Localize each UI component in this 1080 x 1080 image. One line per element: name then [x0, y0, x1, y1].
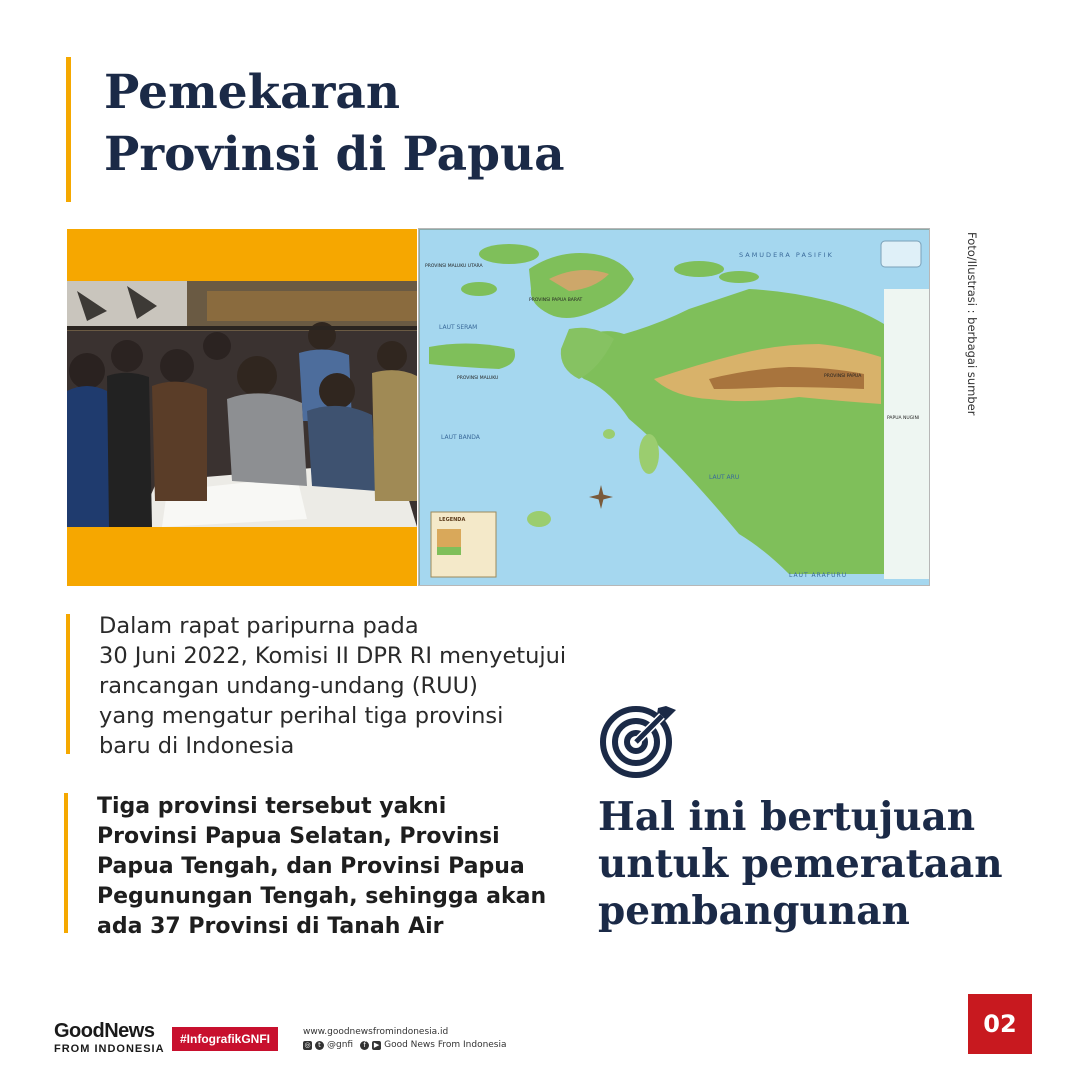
brand-logo: [54, 1021, 165, 1055]
provinces-line-4: Pegunungan Tengah, sehingga akan: [97, 884, 547, 909]
map-label-maluku-utara: PROVINSI MALUKU UTARA: [425, 264, 483, 269]
provinces-line-1: Tiga provinsi tersebut yakni: [97, 794, 447, 819]
youtube-icon[interactable]: ▶: [373, 1041, 380, 1049]
intro-line-3: rancangan undang-undang (RUU): [99, 673, 478, 699]
title-accent-bar: [66, 57, 71, 202]
papua-map: [418, 228, 930, 586]
goal-line-1: Hal ini bertujuan: [598, 794, 976, 840]
map-label-png: PAPUA NUGINI: [887, 416, 920, 421]
target-arrow-icon: [598, 698, 680, 780]
goal-line-3: pembangunan: [598, 888, 910, 934]
map-label-samudera: SAMUDERA PASIFIK: [739, 251, 834, 259]
social-handle[interactable]: @gnfi: [327, 1040, 354, 1050]
twitter-icon[interactable]: t: [315, 1041, 324, 1050]
goal-line-2: untuk pemerataan: [598, 841, 1003, 887]
facebook-icon[interactable]: f: [360, 1041, 369, 1050]
papua-map-illustration: [419, 229, 930, 586]
intro-line-4: yang mengatur perihal tiga provinsi: [99, 703, 504, 729]
title-line-1: Pemekaran: [104, 65, 401, 120]
page-title: [104, 62, 565, 186]
goal-heading: [598, 794, 1018, 935]
map-label-papua: PROVINSI PAPUA: [824, 374, 862, 379]
map-label-seram: LAUT SERAM: [439, 324, 478, 331]
website-link[interactable]: www.goodnewsfromindonesia.id: [303, 1027, 449, 1037]
map-label-aru: LAUT ARU: [709, 474, 740, 481]
social-name[interactable]: Good News From Indonesia: [384, 1040, 507, 1050]
provinces-line-2: Provinsi Papua Selatan, Provinsi: [97, 824, 500, 849]
intro-paragraph: [99, 611, 589, 761]
map-label-maluku: PROVINSI MALUKU: [457, 376, 499, 381]
meeting-photo: [67, 281, 417, 527]
intro-line-1: Dalam rapat paripurna pada: [99, 613, 419, 639]
paragraph-1-accent-bar: [66, 614, 70, 754]
title-line-2: Provinsi di Papua: [104, 127, 565, 182]
provinces-line-3: Papua Tengah, dan Provinsi Papua: [97, 854, 525, 879]
paragraph-2-accent-bar: [64, 793, 68, 933]
map-label-arafuru: LAUT ARAFURU: [789, 572, 848, 579]
brand-tagline: FROM INDONESIA: [54, 1043, 165, 1055]
map-legend-title: LEGENDA: [439, 517, 466, 523]
map-label-papua-barat: PROVINSI PAPUA BARAT: [529, 298, 583, 303]
intro-line-2: 30 Juni 2022, Komisi II DPR RI menyetujui: [99, 643, 567, 669]
hashtag-badge: #InfografikGNFI: [172, 1027, 278, 1051]
instagram-icon[interactable]: ◎: [304, 1041, 311, 1049]
footer-links: [303, 1026, 507, 1052]
page-number-badge: 02: [968, 994, 1032, 1054]
meeting-photo-illustration: [67, 281, 417, 527]
intro-line-5: baru di Indonesia: [99, 733, 295, 759]
photo-credit: Foto/Ilustrasi : berbagai sumber: [965, 232, 979, 416]
brand-name: GoodNews: [54, 1020, 155, 1042]
provinces-paragraph: [97, 792, 567, 942]
provinces-line-5: ada 37 Provinsi di Tanah Air: [97, 914, 444, 939]
map-label-banda: LAUT BANDA: [441, 434, 480, 441]
